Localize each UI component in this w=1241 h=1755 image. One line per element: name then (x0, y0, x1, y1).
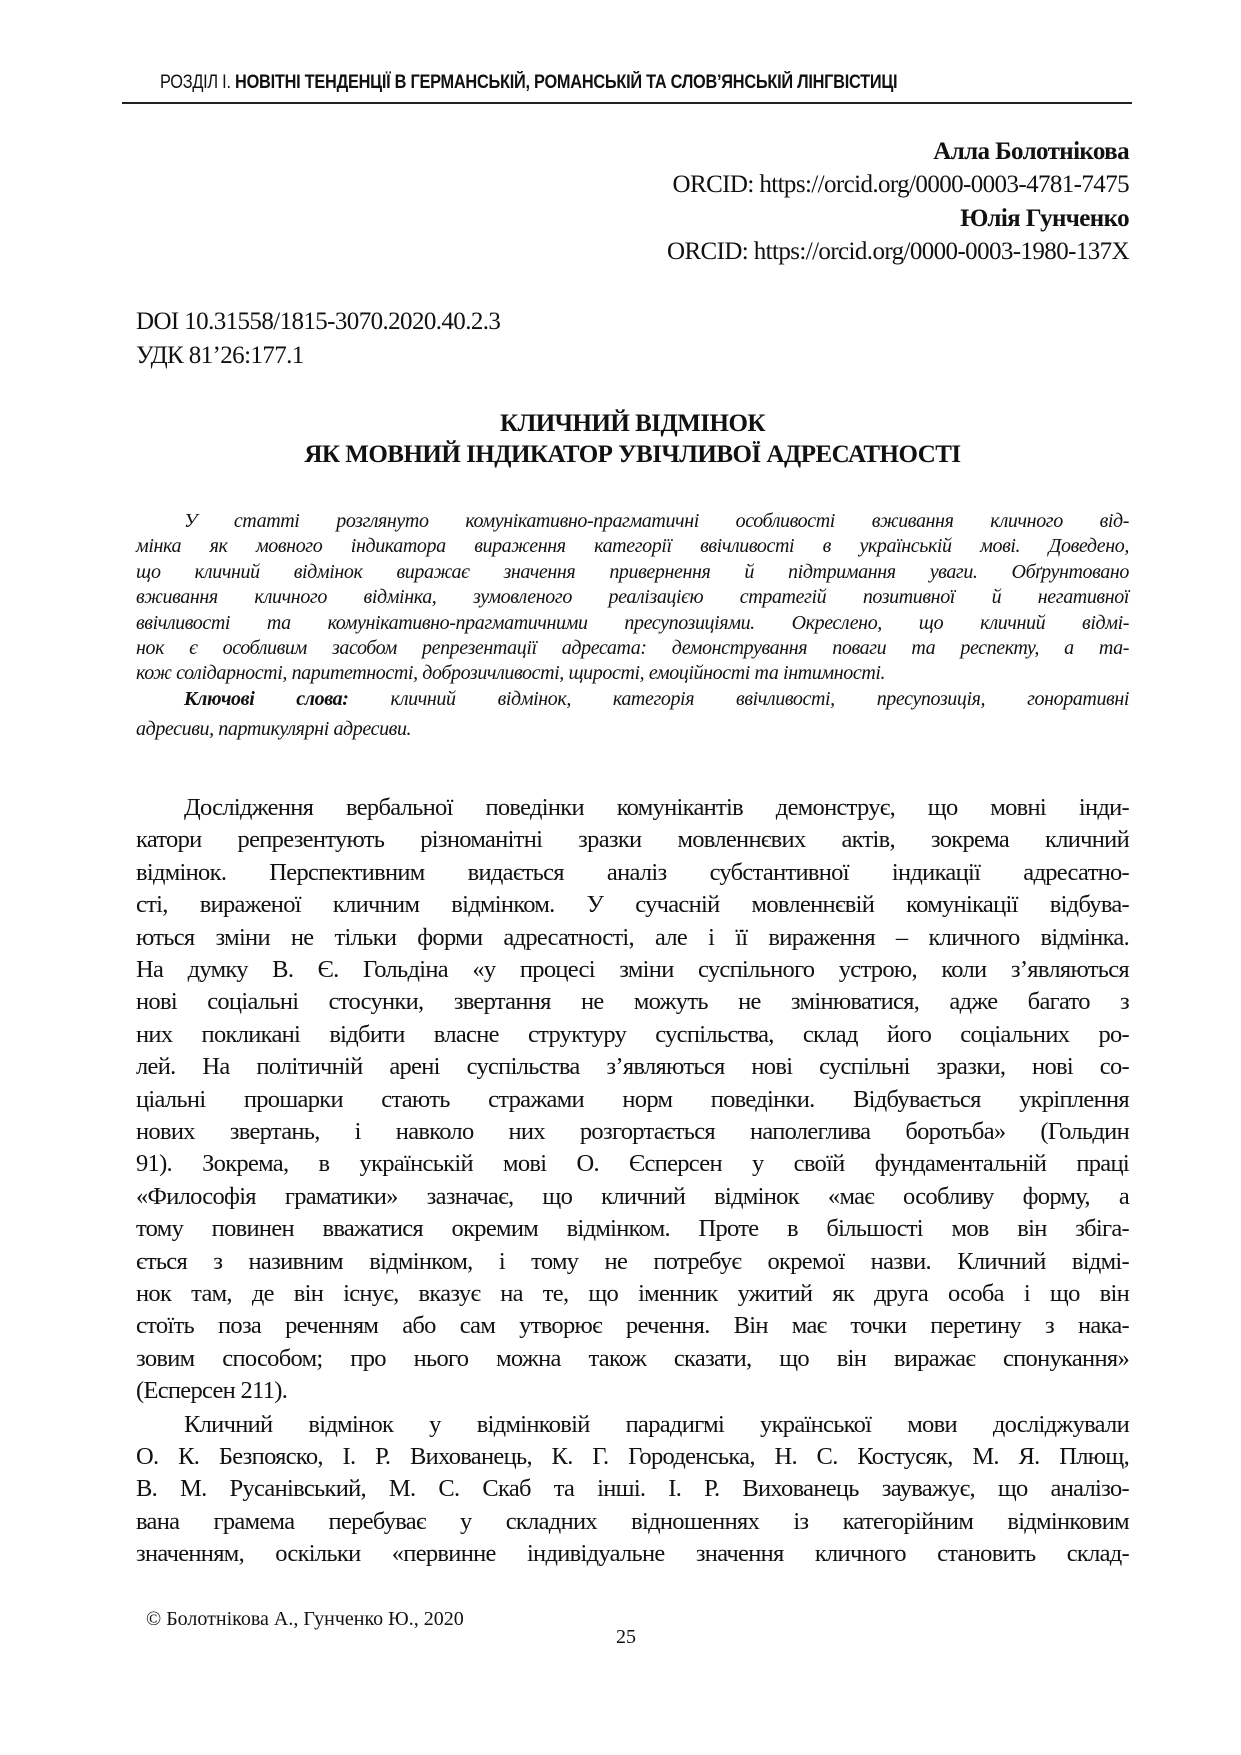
paragraph-line: лей. На політичній арені суспільства з’являються нові суспільні зразки, нові со- (136, 1053, 1129, 1081)
paragraph-line: Дослідження вербальної поведінки комунікантів демонструє, що мовні інди- (184, 794, 1129, 821)
header-section: РОЗДІЛ І. (160, 72, 231, 93)
paragraph-line: «Философія граматики» зазначає, що кличний відмінок «має особливу форму, а (136, 1182, 1129, 1210)
author-orcid: ORCID: https://orcid.org/0000-0003-1980-137X (666, 238, 1129, 265)
abstract-line: вживання кличного відмінка, зумовленого реалізацією стратегій позитивної й негативної (136, 586, 1129, 609)
paragraph-line: значенням, оскільки «первинне індивідуальне значення кличного становить склад- (136, 1540, 1129, 1568)
running-header (160, 72, 897, 94)
abstract-line: кож солідарності, паритетності, доброзичливості, щирості, емоційності та інтимності. (136, 662, 886, 685)
header-rule (122, 102, 1132, 104)
paragraph-line: (Есперсен 211). (136, 1377, 288, 1405)
paragraph-line: ціальні прошарки стають стражами норм поведінки. Відбувається укріплення (136, 1085, 1129, 1113)
paragraph-line: ються зміни не тільки форми адресатності, але і її вираження – кличного відмінка. (136, 923, 1129, 951)
abstract-line: нок є особливим засобом репрезентації адресата: демонстрування поваги та респекту, а та- (136, 637, 1129, 659)
paragraph-line: В. М. Русанівський, М. С. Скаб та інші. І. Р. Вихованець зауважує, що аналізо- (136, 1475, 1129, 1503)
paragraph-line: На думку В. Є. Гольдіна «у процесі зміни суспільного устрою, коли з’являються (136, 956, 1129, 983)
abstract-line: мінка як мовного індикатора вираження категорії ввічливості в українській мові. Доведено, (136, 535, 1129, 558)
paragraph-line: катори репрезентують різноманітні зразки мовленнєвих актів, зокрема кличний (136, 826, 1129, 854)
abstract-line: що кличний відмінок виражає значення привернення й підтримання уваги. Обґрунтовано (136, 560, 1129, 583)
paragraph-line: тому повинен вважатися окремим відмінком. Проте в більшості мов він збіга- (136, 1215, 1129, 1243)
doi: DOI 10.31558/1815-3070.2020.40.2.3 (136, 308, 501, 335)
copyright: © Болотнікова А., Гунченко Ю., 2020 (146, 1608, 464, 1630)
keywords-label: Ключові слова: (184, 687, 349, 710)
header-title: НОВІТНІ ТЕНДЕНЦІЇ В ГЕРМАНСЬКІЙ, РОМАНСЬКІЙ ТА СЛОВ’ЯНСЬКІЙ ЛІНГВІСТИЦІ (235, 72, 898, 93)
paragraph-line: вана грамема перебуває у складних відношеннях із категорійним відмінковим (136, 1507, 1129, 1535)
paragraph-line: них покликані відбити власне структуру суспільства, склад його соціальних ро- (136, 1020, 1129, 1048)
author-name: Юлія Гунченко (960, 205, 1129, 232)
author-name: Алла Болотнікова (933, 138, 1129, 165)
keywords-text: адресиви, партикулярні адресиви. (136, 717, 412, 740)
abstract-line: ввічливості та комунікативно-прагматичними пресупозиціями. Окреслено, що кличний відмі- (136, 611, 1129, 634)
paragraph-line: Кличний відмінок у відмінковій парадигмі української мови досліджували (184, 1410, 1129, 1438)
paragraph-line: сті, вираженої кличним відмінком. У сучасній мовленнєвій комунікації відбува- (136, 891, 1129, 919)
paragraph-line: О. К. Безпояско, І. Р. Вихованець, К. Г. Городенська, Н. С. Костусяк, М. Я. Плющ, (136, 1443, 1129, 1470)
paragraph-line: нові соціальні стосунки, звертання не можуть не змінюватися, адже багато з (136, 988, 1129, 1016)
abstract-line: У статті розглянуто комунікативно-прагматичні особливості вживання кличного від- (184, 510, 1129, 532)
page-number: 25 (616, 1626, 636, 1648)
paragraph-line: нок там, де він існує, вказує на те, що іменник ужитий як друга особа і що він (136, 1280, 1129, 1307)
paragraph-line: 91). Зокрема, в українській мові О. Єсперсен у своїй фундаментальній праці (136, 1150, 1129, 1178)
keywords (184, 688, 1129, 711)
paragraph-line: зовим способом; про нього можна також сказати, що він виражає спонукання» (136, 1344, 1129, 1372)
paragraph-line: відмінок. Перспективним видається аналіз субстантивної індикації адресатно- (136, 858, 1129, 886)
author-orcid: ORCID: https://orcid.org/0000-0003-4781-7475 (672, 171, 1129, 198)
paragraph-line: стоїть поза реченням або сам утворює речення. Він має точки перетину з нака- (136, 1312, 1129, 1340)
article-title: КЛИЧНИЙ ВІДМІНОК (499, 410, 766, 437)
article-title: ЯК МОВНИЙ ІНДИКАТОР УВІЧЛИВОЇ АДРЕСАТНОСТІ (304, 441, 961, 468)
paragraph-line: нових звертань, і навколо них розгортається наполеглива боротьба» (Гольдин (136, 1118, 1129, 1145)
keywords-text: кличний відмінок, категорія ввічливості, пресупозиція, гоноративні (348, 687, 1129, 710)
paragraph-line: ється з називним відмінком, і тому не потребує окремої назви. Кличний відмі- (136, 1247, 1129, 1275)
udk: УДК 81’26:177.1 (136, 342, 304, 369)
